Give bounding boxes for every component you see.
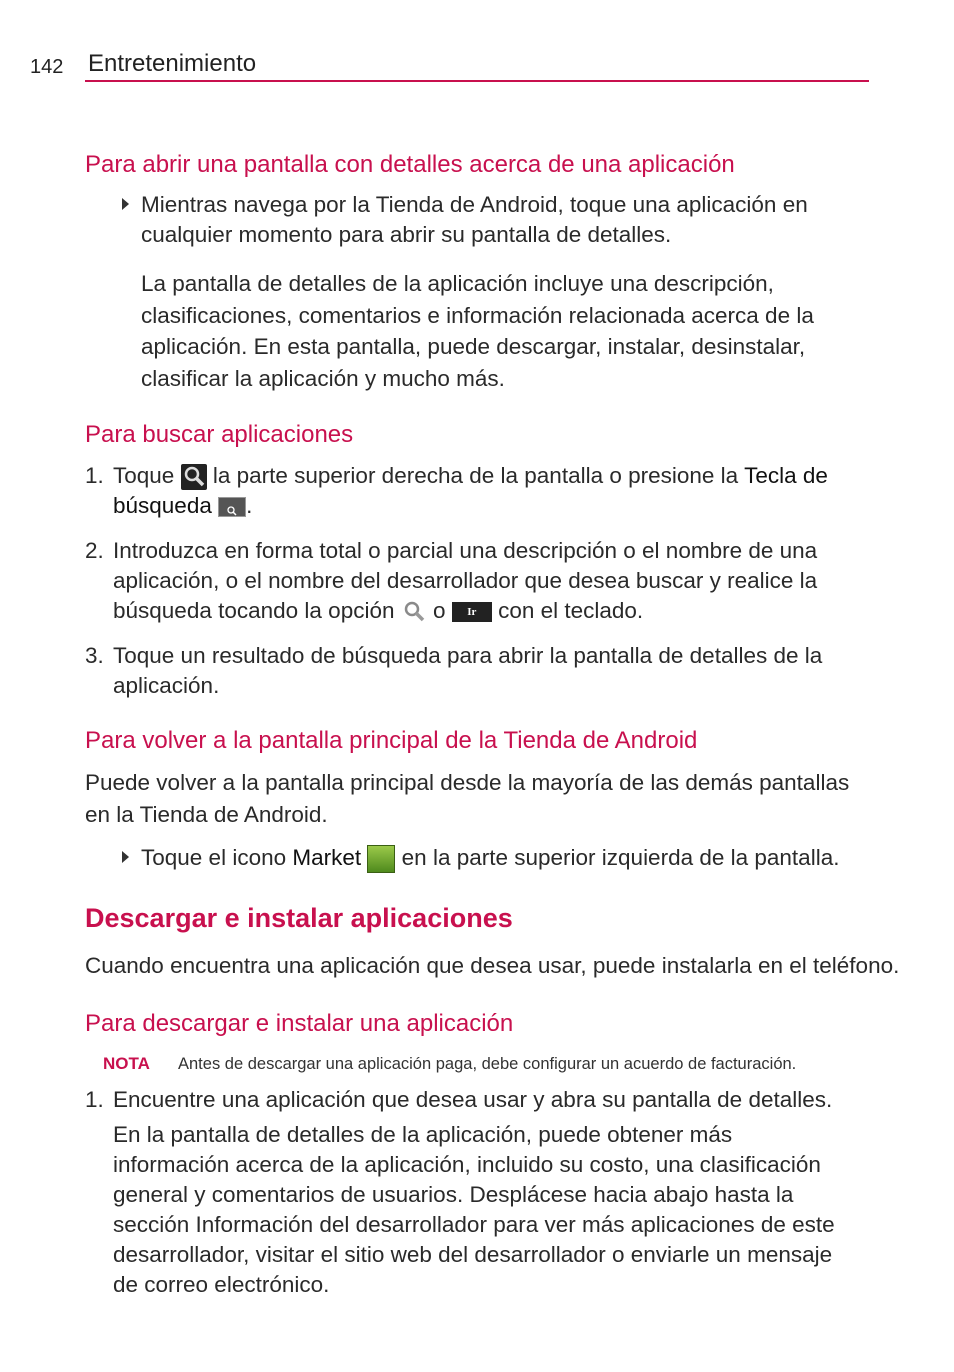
text-line: Mientras navega por la Tienda de Android, toque una aplicación en (141, 192, 808, 217)
text-line: Toque un resultado de búsqueda para abrir la pantalla de detalles de la (113, 643, 823, 668)
search-key-label: búsqueda (113, 493, 212, 518)
step-3-text (113, 641, 822, 701)
search-icon (401, 599, 427, 625)
market-icon (367, 845, 395, 873)
market-bullet (141, 843, 839, 873)
step-1-text: Encuentre una aplicación que desea usar y abra su pantalla de detalles. (113, 1087, 833, 1112)
page-number: 142 (30, 56, 64, 78)
download-paragraph: Cuando encuentra una aplicación que desea usar, puede instalarla en el teléfono. (85, 953, 900, 978)
text-line: clasificar la aplicación y mucho más. (141, 365, 505, 391)
step-1-number: 1. (85, 1087, 104, 1112)
return-paragraph (85, 767, 849, 830)
search-icon (181, 464, 207, 490)
header-rule (85, 80, 869, 82)
text-line: de correo electrónico. (113, 1272, 330, 1297)
bullet-arrow-icon (122, 851, 129, 863)
note-text: Antes de descargar una aplicación paga, debe configurar un acuerdo de facturación. (178, 1055, 797, 1073)
text: Toque el icono (141, 845, 287, 870)
heading-open-details: Para abrir una pantalla con detalles acerca de una aplicación (85, 151, 735, 178)
text-line: Introduzca en forma total o parcial una descripción o el nombre de una (113, 538, 818, 563)
heading-return-main: Para volver a la pantalla principal de la Tienda de Android (85, 727, 698, 754)
text: la parte superior derecha de la pantalla o presione la (212, 463, 739, 488)
market-label: Market (292, 845, 362, 870)
text-line: aplicación, o el nombre del desarrollador que desea buscar y realice la (113, 568, 818, 593)
step-1-text (113, 461, 828, 521)
step-2-number: 2. (85, 538, 104, 563)
text-line: cualquier momento para abrir su pantalla de detalles. (141, 222, 672, 247)
heading-download-install: Descargar e instalar aplicaciones (85, 903, 513, 933)
text-line: aplicación. (113, 673, 220, 698)
details-info-paragraph (113, 1120, 835, 1300)
text: con el teclado. (498, 598, 644, 623)
text-line: Puede volver a la pantalla principal desde la mayoría de las demás pantallas (85, 770, 850, 795)
heading-search-apps: Para buscar aplicaciones (85, 421, 354, 448)
text-line: aplicación. En esta pantalla, puede descargar, instalar, desinstalar, (141, 334, 806, 359)
bullet-arrow-icon (122, 198, 129, 210)
heading-download-app: Para descargar e instalar una aplicación (85, 1010, 514, 1037)
search-key-icon (218, 497, 246, 517)
text-line: general y comentarios de usuarios. Desplácese hacia abajo hasta la (113, 1182, 794, 1207)
step-2-text (113, 536, 817, 626)
text: Toque (113, 463, 175, 488)
text-line: información acerca de la aplicación, incluido su costo, una clasificación (113, 1152, 821, 1177)
step-1-number: 1. (85, 463, 104, 488)
text: búsqueda tocando la opción (113, 598, 395, 623)
step-3-number: 3. (85, 643, 104, 668)
text: . (246, 493, 253, 518)
text-line: La pantalla de detalles de la aplicación incluye una descripción, (141, 271, 774, 296)
details-paragraph (141, 268, 814, 394)
text-line: En la pantalla de detalles de la aplicación, puede obtener más (113, 1122, 733, 1147)
section-title: Entretenimiento (88, 50, 257, 77)
text-line: en la Tienda de Android. (85, 801, 328, 827)
note-label: NOTA (103, 1054, 150, 1073)
search-key-label: Tecla de (744, 463, 828, 488)
text-line: desarrollador, visitar el sitio web del desarrollador o enviarle un mensaje (113, 1242, 833, 1267)
text: o (433, 598, 446, 623)
bullet-text (141, 190, 808, 250)
text-line: sección Información del desarrollador para ver más aplicaciones de este (113, 1212, 835, 1237)
go-key-icon: Ir (452, 602, 492, 622)
text: en la parte superior izquierda de la pantalla. (401, 845, 840, 870)
text-line: clasificaciones, comentarios e información relacionada acerca de la (141, 302, 814, 328)
